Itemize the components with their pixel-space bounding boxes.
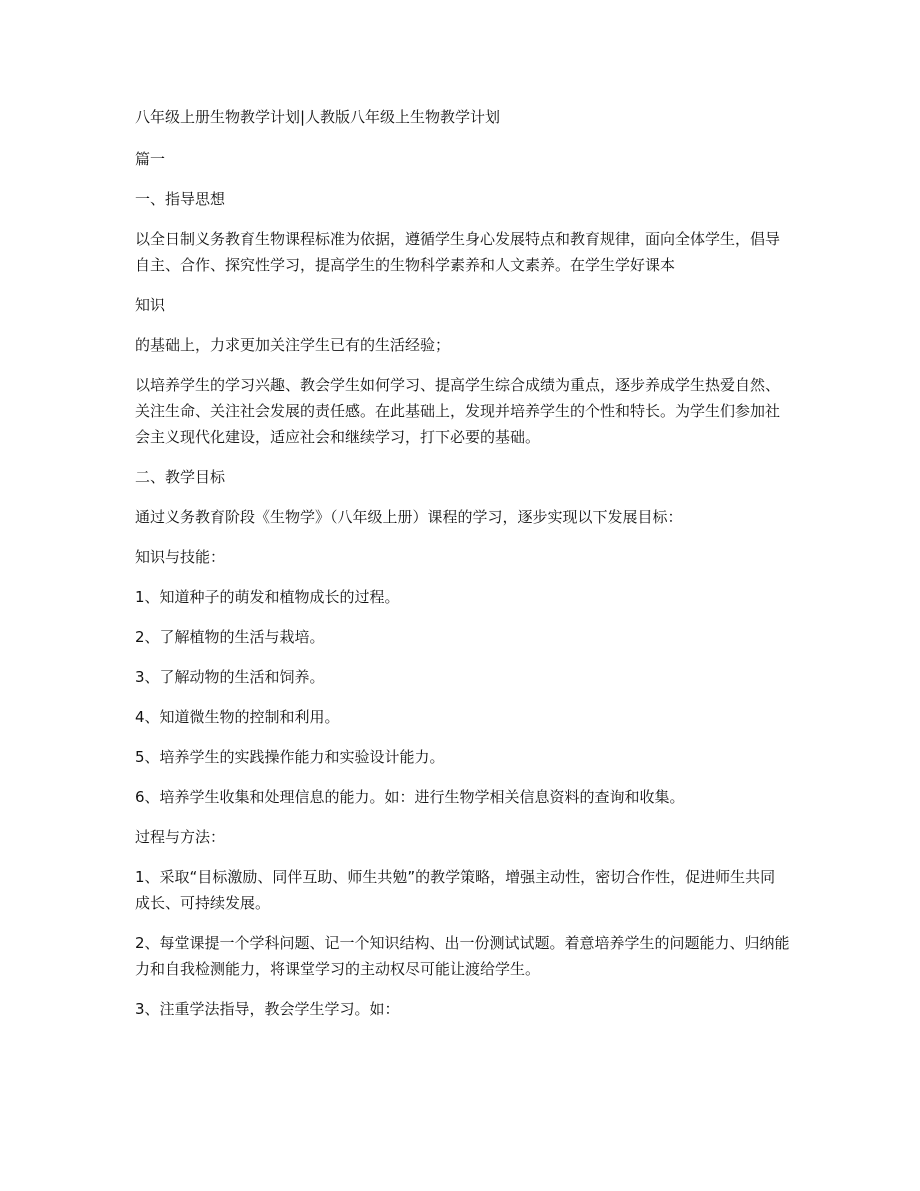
list-item-knowledge-5: 5、培养学生的实践操作能力和实验设计能力。 bbox=[135, 748, 445, 766]
subheading-knowledge-skills: 知识与技能： bbox=[135, 548, 226, 566]
list-item-knowledge-1: 1、知道种子的萌发和植物成长的过程。 bbox=[135, 588, 400, 606]
document-title: 八年级上册生物教学计划|人教版八年级上生物教学计划 bbox=[135, 108, 501, 126]
paragraph-guiding-ideology-1: 以全日制义务教育生物课程标准为依据，遵循学生身心发展特点和教育规律，面向全体学生，倡导自主、合作、探究性学习，提高学生的生物科学素养和人文素养。在学生学好课本 bbox=[135, 230, 781, 274]
paragraph-guiding-ideology-2: 的基础上，力求更加关注学生已有的生活经验； bbox=[135, 336, 451, 354]
paragraph-guiding-ideology-3: 以培养学生的学习兴趣、教会学生如何学习、提高学生综合成绩为重点，逐步养成学生热爱自然、关注生命、关注社会发展的责任感。在此基础上，发现并培养学生的个性和特长。为学生们参加社会主义现代化建设，适应社会和继续学习，打下必要的基础。 bbox=[135, 376, 781, 446]
list-item-knowledge-6: 6、培养学生收集和处理信息的能力。如：进行生物学相关信息资料的查询和收集。 bbox=[135, 788, 685, 806]
list-item-process-3: 3、注重学法指导，教会学生学习。如： bbox=[135, 1000, 400, 1018]
list-item-knowledge-3: 3、了解动物的生活和饲养。 bbox=[135, 668, 325, 686]
subheading-process-methods: 过程与方法： bbox=[135, 828, 226, 846]
list-item-knowledge-2: 2、了解植物的生活与栽培。 bbox=[135, 628, 325, 646]
paragraph-teaching-goals-intro: 通过义务教育阶段《生物学》（八年级上册）课程的学习，逐步实现以下发展目标： bbox=[135, 508, 683, 526]
document-body bbox=[135, 104, 790, 1022]
heading-guiding-ideology: 一、指导思想 bbox=[135, 190, 226, 208]
list-item-knowledge-4: 4、知道微生物的控制和利用。 bbox=[135, 708, 340, 726]
section-label-part-one: 篇一 bbox=[135, 150, 166, 168]
list-item-process-1: 1、采取“目标激励、同伴互助、师生共勉”的教学策略，增强主动性，密切合作性，促进师生共同成长、可持续发展。 bbox=[135, 868, 776, 912]
heading-teaching-goals: 二、教学目标 bbox=[135, 468, 226, 486]
paragraph-knowledge-fragment: 知识 bbox=[135, 296, 166, 314]
list-item-process-2: 2、每堂课提一个学科问题、记一个知识结构、出一份测试试题。着意培养学生的问题能力、归纳能力和自我检测能力，将课堂学习的主动权尽可能让渡给学生。 bbox=[135, 934, 790, 978]
